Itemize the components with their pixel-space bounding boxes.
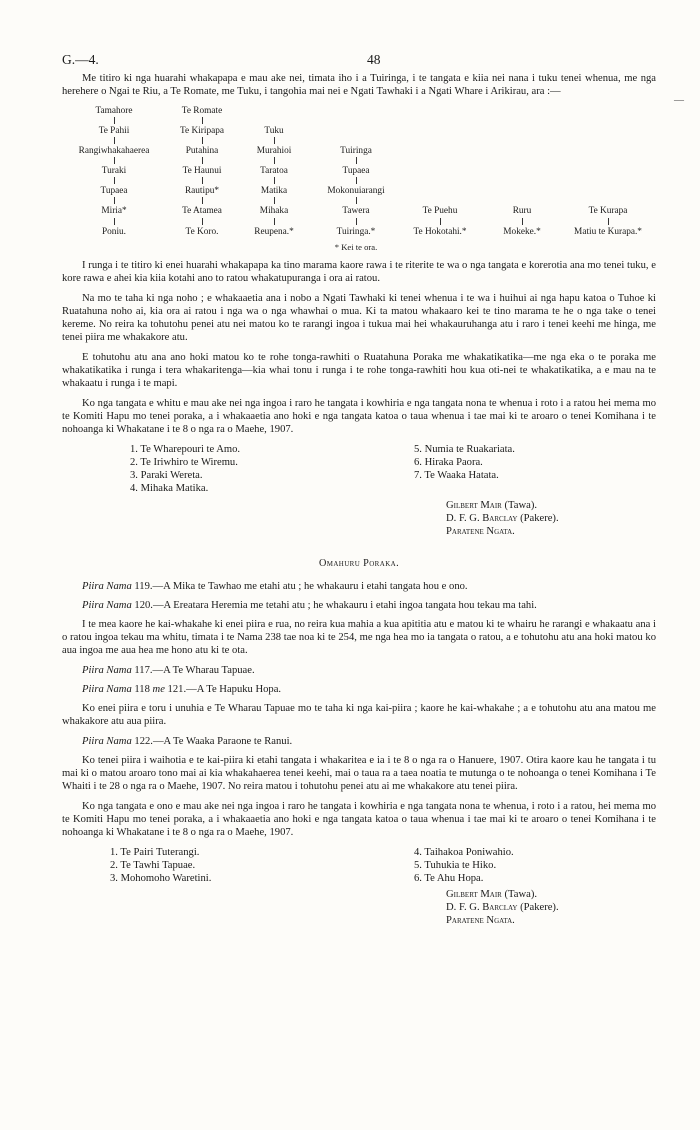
genealogy-connector [274, 197, 275, 204]
genealogy-connector [522, 218, 523, 225]
paragraph-1: I runga i te titiro ki enei huarahi whakapapa ka tino marama kaore rawa i te riterite te wa o nga tangata e korerotia ana mo tenei tuku, e kore rawa e ahei kia kiia kotahi ano to ratou whakatupuranga i ora ai ratou. [62, 260, 656, 284]
genealogy-note: * Kei te ora. [334, 242, 378, 252]
list-item: 2. Te Iriwhiro te Wiremu. [130, 457, 238, 468]
list-item: 7. Te Waaka Hatata. [414, 470, 499, 481]
signatory-name: Paratene Ngata. [446, 915, 515, 926]
committee-list-2-right [414, 846, 514, 885]
intro-paragraph: Me titiro ki nga huarahi whakapapa e mau ake nei, timata iho i a Tuiringa, i te tangata e kiia nei nana i tuku tenei whenua, me nga herehere o Ngai te Riu, a Te Romate, me Tuku, i tangohia mai nei e Ngati Tawhaki i a Ngati Whare i Arikirau, ara :— [62, 73, 656, 97]
appeal-label: Piira Nama [82, 600, 132, 611]
signatory [446, 525, 656, 538]
genealogy-connector [114, 137, 115, 144]
list-item: 5. Numia te Ruakariata. [414, 444, 515, 455]
committee-list-1-left [130, 443, 240, 495]
genealogy-connector [440, 218, 441, 225]
paragraph-8: Ko nga tangata e ono e mau ake nei nga ingoa i raro he tangata i kowhiria e nga tangata nona te whenua, i roto i a ratou, hei mema mo te Komiti Hapu mo tenei poraka, a i whakaaetia ano hoki e nga tangata katoa o taua whenua i tae mai ki te aroaro o tenei Komihana i te nohoanga ki Whakatane i te 8 o nga ra o Maehe, 1907. [62, 801, 656, 838]
signatory-role: (Tawa). [501, 500, 537, 511]
signatory-name: Gilbert Mair [446, 889, 502, 900]
genealogy-name: Te Koro. [185, 227, 219, 237]
genealogy-connector [202, 197, 203, 204]
paragraph-3: E tohutohu atu ana ano hoki matou ko te rohe tonga-rawhiti o Ruatahuna Poraka me whakatikatika—me nga eka o te poraka me whakatikatika i runga i tera whakaritenga—kia whai tonu i runga i te rohe tonga-rawhiti hou kua oti-nei te whakatikatika, a e mau na te whakaatu i runga i te mapi. [62, 352, 656, 389]
signatory [446, 499, 656, 512]
genealogy-connector [356, 218, 357, 225]
genealogy-name: Taratoa [260, 166, 288, 176]
appeal-text: 122.—A Te Waaka Paraone te Ranui. [131, 736, 293, 747]
list-item: 2. Te Tawhi Tapuae. [110, 860, 196, 871]
genealogy-connector [274, 177, 275, 184]
signatory [446, 888, 656, 901]
appeal-label: Piira Nama [82, 581, 132, 592]
genealogy-name: Matiu te Kurapa.* [574, 227, 642, 237]
margin-mark: — [674, 95, 684, 106]
genealogy-name: Tuiringa [340, 146, 372, 156]
genealogy-name: Tuku [264, 126, 284, 136]
appeal-text: 121.—A Te Hapuku Hopa. [164, 684, 282, 695]
page-header [62, 52, 638, 68]
section-title: Omahuru Poraka. [318, 558, 400, 569]
genealogy-name: Tamahore [95, 106, 133, 116]
appeal-119 [62, 580, 656, 593]
appeal-conjunction: me [152, 684, 165, 695]
genealogy-name: Poniu. [101, 227, 127, 237]
paragraph-2: Na mo te taha ki nga noho ; e whakaaetia ana i nobo a Ngati Tawhaki ki tenei whenua i te wa i huihui ai nga hapu katoa o Tuhoe ki Ruatahuna noho ai, kia ora ai ratou i nga wa o nga whawhai o mua. Ki ta matou whakaaro kei te tino marama te he o nga take o tenei kereme. No reira ka tohutohu penei atu nei matou ko te rarangi ingoa i tukua mai hei whakauruhanga atu i raro i tenei keehi me hinga, me tenei piira me whakakore atu. [62, 293, 656, 343]
genealogy-name: Mokonuiarangi [327, 186, 385, 196]
document-reference: G.—4. [62, 52, 99, 67]
appeal-text: 117.—A Te Wharau Tapuae. [131, 665, 255, 676]
list-item: 3. Paraki Wereta. [130, 470, 203, 481]
signatory-name: D. F. G. Barclay [446, 513, 518, 524]
paragraph-6: Ko enei piira e toru i unuhia e Te Wharau Tapuae mo te taha ki nga kai-piira ; kaore he kai-whakahe ; a e tohutohu atu ana matou me whakakore atu aua piira. [62, 703, 656, 727]
genealogy-connector [608, 218, 609, 225]
genealogy-name: Putahina [185, 146, 219, 156]
list-item: 1. Te Wharepouri te Amo. [130, 444, 241, 455]
paragraph-5: I te mea kaore he kai-whakahe ki enei piira e rua, no reira kua mahia a kua apititia atu e matou ki te whairu he rarangi e whakaatu ana i o ratou ingoa tekau ma whitu, timata i te Nama 238 tae noa ki te 254, me nga hea mo ia tangata o ratou, a e tohutohu atu ana hoki matou ko aua ingoa me aua hea me hono atu ki te ota. [62, 619, 656, 656]
paragraph-7: Ko tenei piira i waihotia e te kai-piira ki etahi tangata i whakaritea e ia i te 8 o nga ra o Hanuere, 1907. Otira kaore kau he tangata i tu mai ki o matou aroaro tono mai ai kia whakahaerea tenei keehi, mai o taua ra a taea noatia te mutunga o te nohoanga o tenei Komihana i Te Whaiti i te 28 o nga ra o Maehe, 1907. No reira matou i tohutohu penei atu ai me whakakore atu tenei piira. [62, 755, 656, 792]
appeal-label: Piira Nama [82, 684, 132, 695]
signatories-2 [446, 888, 656, 930]
genealogy-name: Te Kurapa [588, 206, 628, 216]
committee-list-1-right [414, 443, 515, 482]
genealogy-name: Mokeke.* [503, 227, 541, 237]
genealogy-name: Tupaea [342, 166, 370, 176]
genealogy-name: Miria* [101, 206, 127, 216]
page-body [62, 72, 656, 930]
committee-list-2 [62, 846, 656, 888]
signatory-name: D. F. G. Barclay [446, 902, 518, 913]
genealogy-name: Te Hokotahi.* [413, 227, 467, 237]
genealogy-name: Te Kiripapa [179, 126, 225, 136]
genealogy-connector [202, 137, 203, 144]
genealogy-connector [274, 157, 275, 164]
appeal-label: Piira Nama [82, 665, 132, 676]
signatory-role: (Tawa). [501, 889, 537, 900]
appeal-text: 120.—A Ereatara Heremia me tetahi atu ; he whakauru i etahi ingoa tangata hou tekau ma tahi. [131, 600, 537, 611]
genealogy-name: Reupena.* [254, 227, 294, 237]
list-item: 4. Taihakoa Poniwahio. [414, 847, 514, 858]
signatory [446, 914, 656, 927]
signatory-role: (Pakere). [517, 513, 559, 524]
appeal-122 [62, 735, 656, 748]
genealogy-connector [202, 218, 203, 225]
signatory [446, 901, 656, 914]
signatory [446, 512, 656, 525]
appeal-text: 119.—A Mika te Tawhao me etahi atu ; he whakauru i etahi tangata hou e ono. [131, 581, 468, 592]
genealogy-name: Tawera [342, 206, 370, 216]
signatories-1 [446, 499, 656, 541]
committee-list-2-left [110, 846, 211, 885]
signatory-role: (Pakere). [517, 902, 559, 913]
genealogy-name: Murahioi [256, 146, 292, 156]
genealogy-connector [202, 177, 203, 184]
genealogy-name: Rangiwhakahaerea [78, 146, 150, 156]
genealogy-name: Turaki [101, 166, 127, 176]
genealogy-connector [114, 117, 115, 124]
genealogy-connector [114, 218, 115, 225]
genealogy-name: Ruru [512, 206, 532, 216]
genealogy-connector [202, 157, 203, 164]
genealogy-name: Te Pahii [98, 126, 130, 136]
genealogy-name: Te Puehu [422, 206, 458, 216]
genealogy-connector [114, 197, 115, 204]
list-item: 4. Mihaka Matika. [130, 483, 209, 494]
list-item: 1. Te Pairi Tuterangi. [110, 847, 200, 858]
paragraph-4: Ko nga tangata e whitu e mau ake nei nga ingoa i raro he tangata i kowhiria e nga tangata nona te whenua i roto i a ratou hei mema mo te Komiti Hapu mo tenei poraka, a i whakaaetia ano hoki e nga tangata katoa o taua whenua i tae mai ki te aroaro o tenei Komihana i te nohoanga ki Whakatane i te 8 o nga ra o Maehe, 1907. [62, 398, 656, 435]
genealogy-connector [274, 218, 275, 225]
genealogy-name: Te Haunui [182, 166, 222, 176]
signatory-name: Gilbert Mair [446, 500, 502, 511]
genealogy-name: Matika [260, 186, 288, 196]
signatory-name: Paratene Ngata. [446, 526, 515, 537]
genealogy-connector [114, 177, 115, 184]
genealogy-connector [202, 117, 203, 124]
genealogy-chart [62, 105, 656, 251]
genealogy-name: Tuiringa.* [336, 227, 376, 237]
appeal-118-121 [62, 683, 656, 696]
genealogy-connector [274, 137, 275, 144]
genealogy-connector [356, 157, 357, 164]
appeal-120 [62, 599, 656, 612]
list-item: 6. Te Ahu Hopa. [414, 873, 484, 884]
genealogy-name: Te Romate [181, 106, 223, 116]
genealogy-name: Tupaea [100, 186, 128, 196]
committee-list-1 [62, 443, 656, 499]
list-item: 3. Mohomoho Waretini. [110, 873, 212, 884]
page-number: 48 [367, 52, 381, 67]
genealogy-connector [356, 197, 357, 204]
genealogy-name: Mihaka [259, 206, 289, 216]
appeal-number: 118 [131, 684, 153, 695]
genealogy-connector [356, 177, 357, 184]
genealogy-connector [114, 157, 115, 164]
genealogy-name: Te Atamea [182, 206, 222, 216]
list-item: 5. Tuhukia te Hiko. [414, 860, 497, 871]
genealogy-name: Rautipu* [184, 186, 220, 196]
appeal-label: Piira Nama [82, 736, 132, 747]
list-item: 6. Hiraka Paora. [414, 457, 483, 468]
appeal-117 [62, 664, 656, 677]
